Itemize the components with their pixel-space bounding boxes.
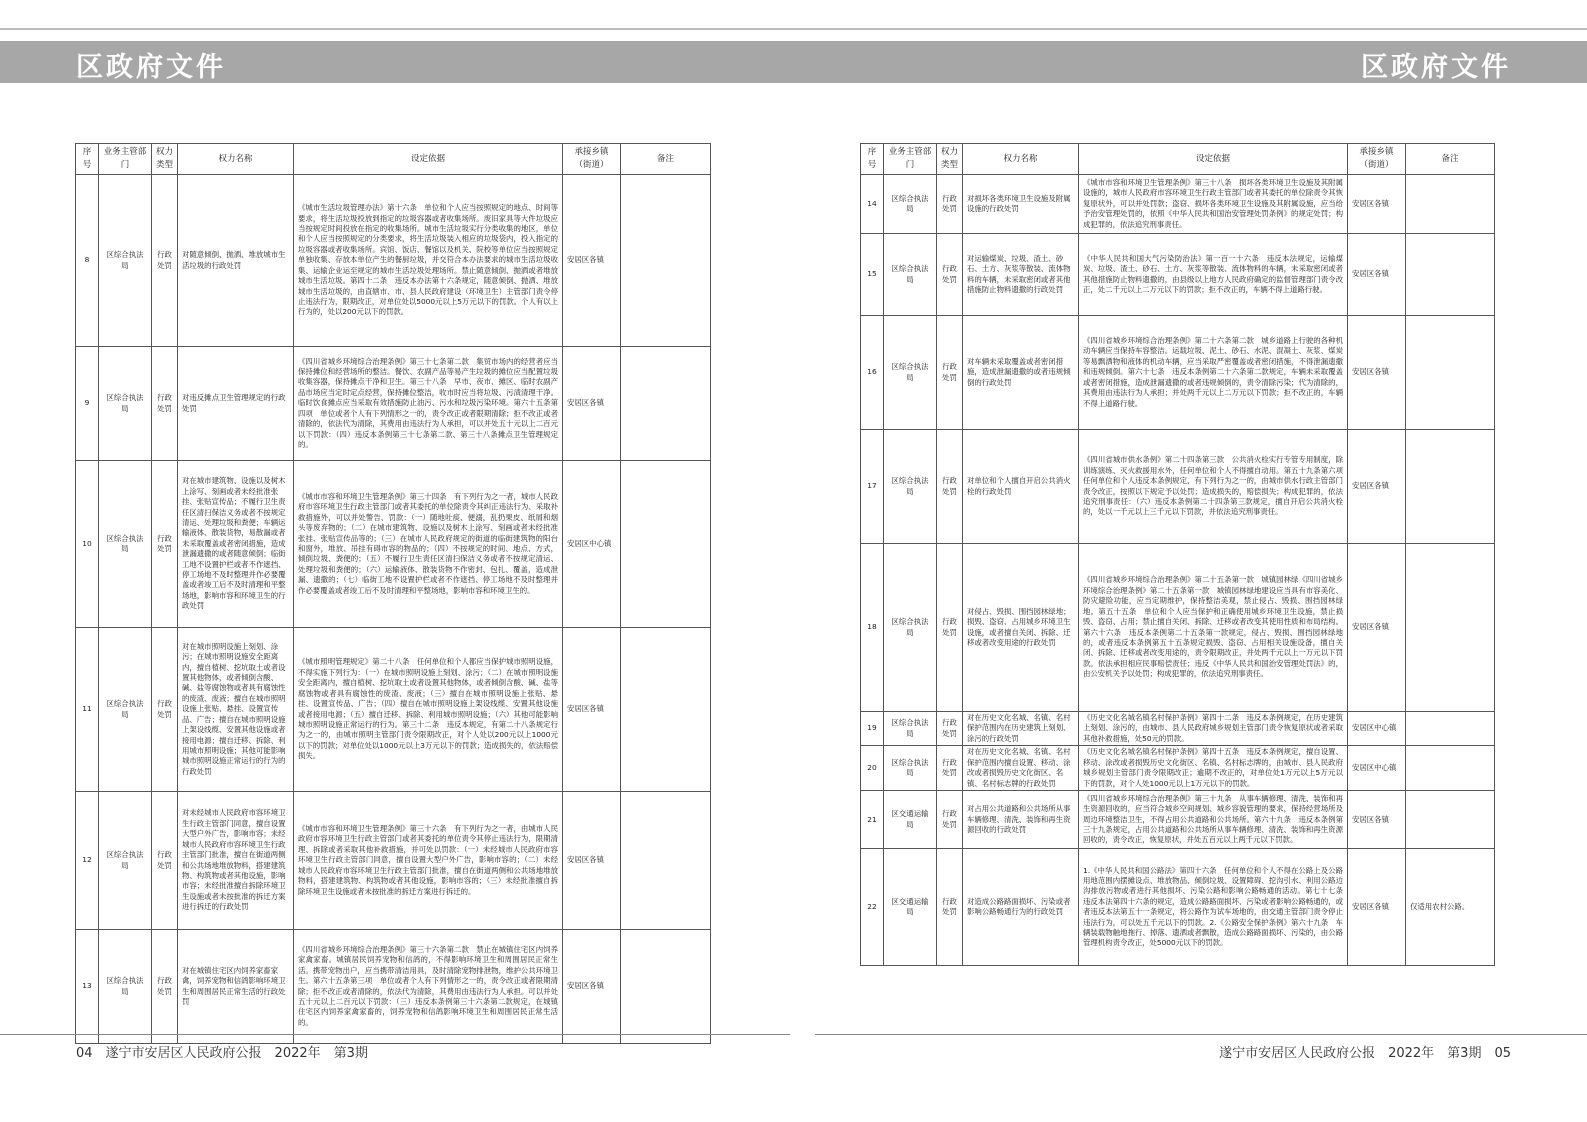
row-dept: 区综合执法局 [884, 712, 937, 746]
row-power-name: 对占用公共道路和公共场所从事车辆修理、清洗、装饰和再生资源回收的行政处罚 [963, 791, 1079, 849]
row-town: 安居区中心镇 [1348, 746, 1406, 791]
row-basis: 《城市市容和环境卫生管理条例》第三十四条 有下列行为之一者，城市人民政府市容环境卫生行政主管部门或者其委托的单位除责令其纠正违法行为、采取补救措施外，可以并处警告、罚款：（一）随地吐痰、便溺，乱扔果皮、纸屑和烟头等废弃物的；（二）在城市建筑物、设施以及树木上涂写、刻画或者未经批准张挂、张贴宣传品等的；（三）在城市人民政府规定的街道的临街建筑物的阳台和窗外，堆放、吊挂有碍市容的物品的；（四）不按规定的时间、地点、方式，倾倒垃圾、粪便的；（五）不履行卫生责任区清扫保洁义务或者不按规定清运、处理垃圾和粪便的；（六）运输液体、散装货物不作密封、包扎、覆盖，造成泄漏、遗撒的；（七）临街工地不设置护栏或者不作遮挡、停工场地不及时整理并作必要覆盖或者竣工后不及时清理和平整场地，影响市容和环境卫生的。 [294, 461, 563, 628]
col-type-header: 权力类型 [937, 144, 963, 175]
header-title-right: 区政府文件 [1361, 52, 1511, 83]
row-note [1406, 746, 1495, 791]
row-dept: 区综合执法局 [99, 792, 152, 930]
row-type: 行政处罚 [152, 628, 178, 792]
row-town: 安居区中心镇 [563, 461, 621, 628]
row-type: 行政处罚 [937, 175, 963, 234]
table-header-row [861, 144, 1495, 175]
table-row [861, 316, 1495, 430]
row-type: 行政处罚 [937, 544, 963, 712]
row-dept: 区交通运输局 [884, 849, 937, 966]
row-power-name: 对运输煤炭、垃圾、渣土、砂石、土方、灰浆等散装、流体物料的车辆，未采取密闭或者其他措施防止物料遗撒的行政处罚 [963, 234, 1079, 316]
row-note [1406, 175, 1495, 234]
row-note [621, 347, 711, 461]
row-basis: 《历史文化名城名镇名村保护条例》第四十五条 违反本条例规定，擅自设置、移动、涂改或者损毁历史文化街区、名镇、名村标志牌的，由城市、县人民政府城乡规划主管部门责令限期改正；逾期不改正的，对单位处1万元以上5万元以下的罚款，对个人处1000元以上1万元以下的罚款。 [1079, 746, 1348, 791]
table-row [76, 175, 711, 347]
row-dept: 区综合执法局 [884, 430, 937, 544]
row-basis: 《四川省城乡环境综合治理条例》第三十九条 从事车辆修理、清洗、装饰和再生资源回收的，应当符合城乡空间规划、城乡容貌管理的要求，保持经营场所及周边环境整洁卫生，不得占用公共道路和公共场所。第六十九条 违反本条例第三十九条规定，占用公共道路和公共场所从事车辆修理、清洗、装饰和再生资源回收的，责令改正，恢复原状，并处五百元以上两千元以下罚款。 [1079, 791, 1348, 849]
row-power-name: 对在历史文化名城、名镇、名村保护范围内在历史建筑上刻划、涂污的行政处罚 [963, 712, 1079, 746]
row-type: 行政处罚 [937, 430, 963, 544]
row-basis: 《城市生活垃圾管理办法》第十六条 单位和个人应当按照规定的地点、时间等要求，将生活垃圾投放到指定的垃圾容器或者收集场所。废旧家具等大件垃圾应当按规定时间投放在指定的收集场所。城市生活垃圾实行分类收集的地区，单位和个人应当按照规定的分类要求，将生活垃圾装入相应的垃圾袋内，投入指定的垃圾容器或者收集场所。宾馆、饭店、餐馆以及机关、院校等单位应当按照规定单独收集、存放本单位产生的餐厨垃圾，并交符合本办法要求的城市生活垃圾收集、运输企业运至规定的城市生活垃圾处理场所。禁止随意倾倒、抛洒或者堆放城市生活垃圾。第四十二条 违反本办法第十六条规定，随意倾倒、抛洒、堆放城市生活垃圾的，由直辖市、市、县人民政府建设（环境卫生）主管部门责令停止违法行为，限期改正，对单位处以5000元以上5万元以下的罚款。个人有以上行为的，处以200元以下的罚款。 [294, 175, 563, 347]
row-note [621, 792, 711, 930]
row-type: 行政处罚 [152, 347, 178, 461]
table-row [76, 930, 711, 1044]
row-town: 安居区各镇 [1348, 430, 1406, 544]
row-basis: 《四川省城乡环境综合治理条例》第三十七条第二款 集贸市场内的经营者应当保持摊位和经营场所的整洁。餐饮、农副产品等易产生垃圾的摊位应当配置垃圾收集容器，保持摊点干净和卫生。第三十八条 早市、夜市、摊区、临时农副产品市场应当定时定点经营，保持摊位整洁，收市时应当将垃圾、污渍清理干净。临时饮食摊点应当采取有效措施防止油污、污水和垃圾污染环境。第六十五条第四项 单位或者个人有下列情形之一的，责令改正或者限期清除；拒不改正或者清除的，依法代为清除，其费用由违法行为人承担，可以并处五十元以上二百元以下罚款：（四）违反本条例第三十七条第二款、第三十八条摊点卫生管理规定的。 [294, 347, 563, 461]
row-basis: 1.《中华人民共和国公路法》第四十六条 任何单位和个人不得在公路上及公路用地范围内摆摊设点、堆放物品、倾倒垃圾、设置障碍、挖沟引水、利用公路边沟排放污物或者进行其他损坏、污染公路和影响公路畅通的活动。第七十七条 违反本法第四十六条的规定，造成公路路面损坏、污染或者影响公路畅通的，或者违反本法第五十一条规定，将公路作为试车场地的，由交通主管部门责令停止违法行为，可以处五千元以下的罚款。2.《公路安全保护条例》第六十九条 车辆装载物触地拖行、掉落、遗洒或者飘散，造成公路路面损坏、污染的，由公路管理机构责令改正，处5000元以下的罚款。 [1079, 849, 1348, 966]
row-note [621, 930, 711, 1044]
table-row [76, 347, 711, 461]
col-basis-header: 设定依据 [294, 144, 563, 175]
row-type: 行政处罚 [937, 849, 963, 966]
row-dept: 区综合执法局 [99, 347, 152, 461]
row-dept: 区综合执法局 [99, 930, 152, 1044]
row-type: 行政处罚 [152, 792, 178, 930]
row-note [621, 628, 711, 792]
row-type: 行政处罚 [937, 712, 963, 746]
footer-rule-left [0, 1034, 790, 1035]
row-seq: 17 [861, 430, 884, 544]
col-name-header: 权力名称 [178, 144, 294, 175]
row-town: 安居区各镇 [1348, 316, 1406, 430]
row-town: 安居区中心镇 [1348, 712, 1406, 746]
table-row [861, 712, 1495, 746]
row-power-name: 对单位和个人擅自开启公共消火栓的行政处罚 [963, 430, 1079, 544]
row-note [1406, 316, 1495, 430]
row-power-name: 对损坏各类环境卫生设施及附属设施的行政处罚 [963, 175, 1079, 234]
row-seq: 18 [861, 544, 884, 712]
row-dept: 区综合执法局 [884, 544, 937, 712]
row-seq: 12 [76, 792, 99, 930]
table-row [76, 461, 711, 628]
row-type: 行政处罚 [937, 791, 963, 849]
footer-left: 04 遂宁市安居区人民政府公报 2022年 第3期 [76, 1046, 368, 1061]
row-power-name: 对在城市建筑物、设施以及树木上涂写、刻画或者未经批准张挂、张贴宣传品；不履行卫生责任区清扫保洁义务或者不按规定清运、处理垃圾和粪便；车辆运输液体、散装货物，易散漏或者未采取覆盖或者密闭措施，造成泄漏遗撒的或者随意倾倒；临街工地不设置护栏或者不作遮挡、停工场地不及时整理并作必要覆盖或者竣工后不及时清理和平整场地，影响市容和环境卫生的行政处罚 [178, 461, 294, 628]
row-note [621, 175, 711, 347]
table-row [76, 792, 711, 930]
row-basis: 《历史文化名城名镇名村保护条例》第四十二条 违反本条例规定，在历史建筑上刻划、涂污的，由城市、县人民政府城乡规划主管部门责令恢复原状或者采取其他补救措施，处50元的罚款。 [1079, 712, 1348, 746]
row-power-name: 对违反摊点卫生管理规定的行政处罚 [178, 347, 294, 461]
header-banner [0, 41, 1587, 83]
row-basis: 《城市市容和环境卫生管理条例》第三十六条 有下列行为之一者，由城市人民政府市容环境卫生行政主管部门或者其委托的单位责令其停止违法行为，限期清理、拆除或者采取其他补救措施，并可处以罚款：（一）未经城市人民政府市容环境卫生行政主管部门同意，擅自设置大型户外广告，影响市容的；（二）未经城市人民政府市容环境卫生行政主管部门批准，擅自在街道两侧和公共场地堆放物料，搭建建筑物、构筑物或者其他设施，影响市容的；（三）未经批准擅自拆除环境卫生设施或者未按批准的拆迁方案进行拆迁的。 [294, 792, 563, 930]
row-basis: 《中华人民共和国大气污染防治法》第一百一十六条 违反本法规定，运输煤炭、垃圾、渣土、砂石、土方、灰浆等散装、流体物料的车辆，未采取密闭或者其他措施防止物料遗撒的，由县级以上地方人民政府确定的监督管理部门责令改正，处二千元以上二万元以下的罚款；拒不改正的，车辆不得上道路行驶。 [1079, 234, 1348, 316]
row-note [1406, 544, 1495, 712]
table-row [76, 628, 711, 792]
row-power-name: 对在城镇住宅区内饲养家畜家禽，饲养宠物和信鸽影响环境卫生和周围居民正常生活的行政处罚 [178, 930, 294, 1044]
row-town: 安居区各镇 [1348, 791, 1406, 849]
row-dept: 区综合执法局 [884, 316, 937, 430]
row-basis: 《城市照明管理规定》第二十八条 任何单位和个人都应当保护城市照明设施，不得实施下列行为：（一）在城市照明设施上刻划、涂污；（二）在城市照明设施安全距离内，擅自植树、挖坑取土或者设置其他物体，或者倾倒含酸、碱、盐等腐蚀物或者具有腐蚀性的废渣、废液；（三）擅自在城市照明设施上张贴、悬挂、设置宣传品、广告；（四）擅自在城市照明设施上架设线缆、安置其他设施或者接用电源；（五）擅自迁移、拆除、利用城市照明设施；（六）其他可能影响城市照明设施正常运行的行为。第三十二条 违反本规定，有第二十八条规定行为之一的，由城市照明主管部门责令限期改正，对个人处以200元以上1000元以下的罚款；对单位处以1000元以上3万元以下的罚款；造成损失的，依法赔偿损失。 [294, 628, 563, 792]
row-dept: 区综合执法局 [884, 234, 937, 316]
row-note: 仅适用农村公路。 [1406, 849, 1495, 966]
row-seq: 22 [861, 849, 884, 966]
table-row [861, 430, 1495, 544]
row-power-name: 对车辆未采取覆盖或者密闭措施，造成泄漏遗撒的或者违规倾倒的行政处罚 [963, 316, 1079, 430]
row-dept: 区综合执法局 [99, 461, 152, 628]
right-power-table [860, 143, 1495, 966]
col-note-header: 备注 [621, 144, 711, 175]
row-power-name: 对在历史文化名城、名镇、名村保护范围内擅自设置、移动、涂改或者损毁历史文化街区、名镇、名村标志牌的行政处罚 [963, 746, 1079, 791]
row-seq: 14 [861, 175, 884, 234]
footer-right: 遂宁市安居区人民政府公报 2022年 第3期 05 [1219, 1046, 1511, 1061]
row-seq: 15 [861, 234, 884, 316]
table-row [861, 175, 1495, 234]
row-dept: 区综合执法局 [884, 746, 937, 791]
row-type: 行政处罚 [937, 316, 963, 430]
row-basis: 《四川省城乡环境综合治理条例》第三十六条第二款 禁止在城镇住宅区内饲养家禽家畜。城镇居民饲养宠物和信鸽的，不得影响环境卫生和周围居民正常生活。携带宠物出户，应当携带清洁用具，及时清除宠物排泄物，维护公共环境卫生。第六十五条第三项 单位或者个人有下列情形之一的，责令改正或者限期清除；拒不改正或者清除的，依法代为清除，其费用由违法行为人承担。可以并处五十元以上二百元以下罚款：（三）违反本条例第三十六条第二款规定，在城镇住宅区内饲养家禽家畜的，饲养宠物和信鸽影响环境卫生和周围居民正常生活的。 [294, 930, 563, 1044]
row-seq: 19 [861, 712, 884, 746]
row-type: 行政处罚 [937, 746, 963, 791]
row-town: 安居区各镇 [563, 930, 621, 1044]
row-type: 行政处罚 [152, 175, 178, 347]
col-town-header: 承接乡镇（街道） [563, 144, 621, 175]
row-type: 行政处罚 [937, 234, 963, 316]
row-town: 安居区各镇 [1348, 544, 1406, 712]
footer-rule-right [815, 1034, 1587, 1035]
col-note-header: 备注 [1406, 144, 1495, 175]
row-town: 安居区各镇 [563, 175, 621, 347]
table-row [861, 234, 1495, 316]
row-power-name: 对造成公路路面损坏、污染或者影响公路畅通行为的行政处罚 [963, 849, 1079, 966]
row-seq: 16 [861, 316, 884, 430]
row-basis: 《城市市容和环境卫生管理条例》第三十八条 损坏各类环境卫生设施及其附属设施的，城市人民政府市容环境卫生行政主管部门或者其委托的单位除责令其恢复原状外，可以并处罚款；盗窃、损坏各类环境卫生设施及其附属设施，应当给予治安管理处罚的，依照《中华人民共和国治安管理处罚条例》的规定处罚；构成犯罪的，依法追究刑事责任。 [1079, 175, 1348, 234]
row-note [1406, 430, 1495, 544]
row-town: 安居区各镇 [563, 347, 621, 461]
col-name-header: 权力名称 [963, 144, 1079, 175]
row-power-name: 对随意倾倒、抛洒、堆放城市生活垃圾的行政处罚 [178, 175, 294, 347]
top-rule [0, 28, 1587, 30]
row-seq: 13 [76, 930, 99, 1044]
row-town: 安居区各镇 [563, 792, 621, 930]
row-power-name: 对在城市照明设施上刻划、涂污；在城市照明设施安全距离内，擅自植树、挖坑取土或者设置其他物体，或者倾倒含酸、碱、盐等腐蚀物或者具有腐蚀性的废渣、废液；擅自在城市照明设施上张贴、悬挂、设置宣传品、广告；擅自在城市照明设施上架设线缆、安置其他设施或者接用电源；擅自迁移、拆除、利用城市照明设施；其他可能影响城市照明设施正常运行的行为的行政处罚 [178, 628, 294, 792]
left-power-table [75, 143, 711, 1044]
row-town: 安居区各镇 [1348, 234, 1406, 316]
row-dept: 区综合执法局 [884, 175, 937, 234]
row-town: 安居区各镇 [1348, 849, 1406, 966]
table-header-row [76, 144, 711, 175]
header-title-left: 区政府文件 [76, 52, 226, 83]
col-dept-header: 业务主管部门 [884, 144, 937, 175]
col-seq-header: 序号 [76, 144, 99, 175]
row-type: 行政处罚 [152, 461, 178, 628]
row-note [1406, 791, 1495, 849]
table-row [861, 791, 1495, 849]
row-type: 行政处罚 [152, 930, 178, 1044]
row-power-name: 对侵占、毁损、围挡园林绿地；损毁、盗窃、占用城乡环境卫生设施，或者擅自关闭、拆除、迁移或者改变用途的行政处罚 [963, 544, 1079, 712]
row-dept: 区综合执法局 [99, 628, 152, 792]
col-basis-header: 设定依据 [1079, 144, 1348, 175]
row-power-name: 对未经城市人民政府市容环境卫生行政主管部门同意，擅自设置大型户外广告，影响市容；未经城市人民政府市容环境卫生行政主管部门批准，擅自在街道两侧和公共场地堆放物料，搭建建筑物、构筑物或者其他设施，影响市容；未经批准擅自拆除环境卫生设施或者未按批准的拆迁方案进行拆迁的行政处罚 [178, 792, 294, 930]
row-basis: 《四川省城乡环境综合治理条例》第二十五条第一款 城镇园林绿《四川省城乡环境综合治理条例》第二十五条第一款 城镇园林绿地建设应当具有市容美化、防灾避险功能，应当定期维护，保持整洁美观，禁止侵占、毁损、围挡园林绿地。第五十五条 单位和个人应当保护和正确使用城乡环境卫生设施，禁止损毁、盗窃、占用；禁止擅自关闭、拆除、迁移或者改变其使用性质和布局结构。第六十六条 违反本条例第二十五条第一款规定，侵占、毁损、围挡园林绿地的，或者违反本条例第五十五条规定损毁、盗窃、占用相关设施设备，擅自关闭、拆除、迁移或者改变用途的，责令限期改正，并处两千元以上一万元以下罚款。依法承担相应民事赔偿责任；违反《中华人民共和国治安管理处罚法》的，由公安机关予以处罚；构成犯罪的，依法追究刑事责任。 [1079, 544, 1348, 712]
row-dept: 区交通运输局 [884, 791, 937, 849]
row-town: 安居区各镇 [1348, 175, 1406, 234]
col-seq-header: 序号 [861, 144, 884, 175]
table-row [861, 746, 1495, 791]
row-seq: 10 [76, 461, 99, 628]
row-basis: 《四川省城市供水条例》第二十四条第三款 公共消火栓实行专管专用制度，除训练演练、灭火救援用水外，任何单位和个人不得擅自动用。第五十九条第六项 任何单位和个人违反本条例规定，有下列行为之一的，由城市供水行政主管部门责令改正，按照以下规定予以处罚；造成损失的，赔偿损失；构成犯罪的，依法追究刑事责任：（六）违反本条例第二十四条第三款规定，擅自开启公共消火栓的，处以一千元以上三千元以下罚款，并依法追究刑事责任。 [1079, 430, 1348, 544]
col-town-header: 承接乡镇（街道） [1348, 144, 1406, 175]
row-seq: 20 [861, 746, 884, 791]
row-note [1406, 712, 1495, 746]
col-type-header: 权力类型 [152, 144, 178, 175]
row-note [621, 461, 711, 628]
row-dept: 区综合执法局 [99, 175, 152, 347]
row-seq: 9 [76, 347, 99, 461]
row-basis: 《四川省城乡环境综合治理条例》第二十六条第二款 城乡道路上行驶的各种机动车辆应当保持车容整洁。运载垃圾、泥土、砂石、水泥、混凝土、灰浆、煤炭等易飘洒物和液体的机动车辆，应当采取严密覆盖或者密闭措施，不得泄漏遗撒和违规倾倒。第六十七条 违反本条例第二十六条第二款规定，车辆未采取覆盖或者密闭措施，造成泄漏遗撒的或者违规倾倒的，责令清除污染；代为清除的，其费用由违法行为人承担；并处两千元以上二万元以下罚款；拒不改正的，车辆不得上道路行驶。 [1079, 316, 1348, 430]
row-seq: 11 [76, 628, 99, 792]
row-seq: 21 [861, 791, 884, 849]
table-row [861, 544, 1495, 712]
row-seq: 8 [76, 175, 99, 347]
row-note [1406, 234, 1495, 316]
col-dept-header: 业务主管部门 [99, 144, 152, 175]
table-row [861, 849, 1495, 966]
row-town: 安居区各镇 [563, 628, 621, 792]
